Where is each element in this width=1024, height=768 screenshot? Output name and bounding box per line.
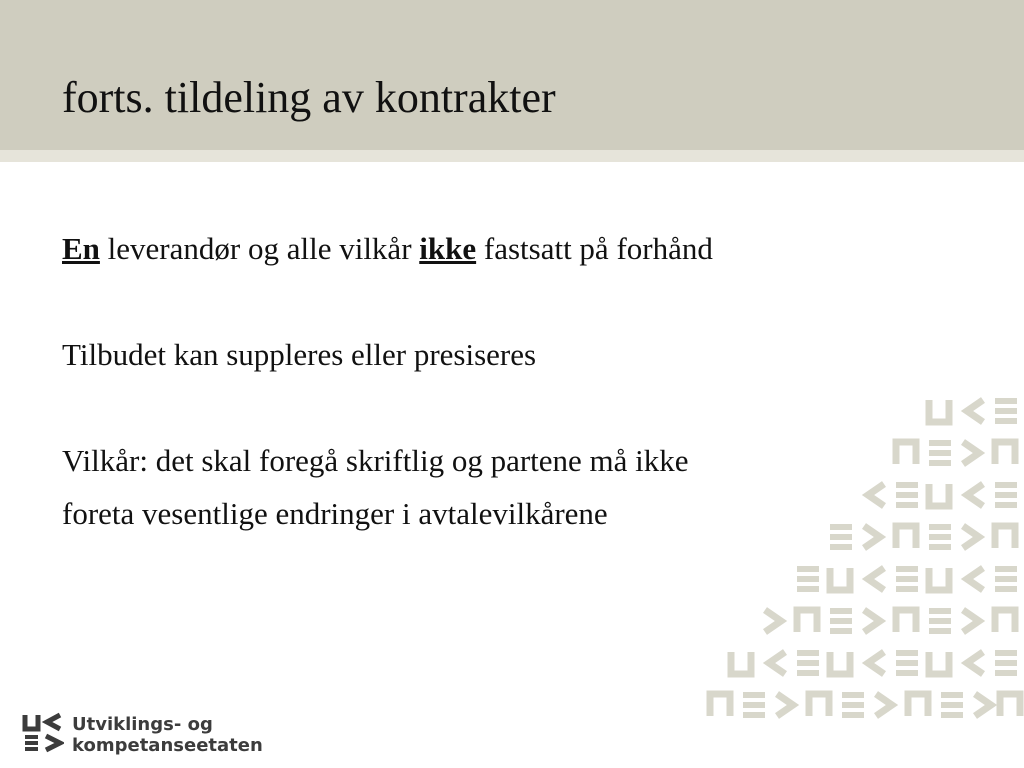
uke-pattern-icon bbox=[700, 390, 1024, 768]
bullet-line-3a: Vilkår: det skal foregå skriftlig og partene må ikke bbox=[62, 443, 689, 478]
org-name bbox=[72, 714, 263, 756]
bullet-line-1 bbox=[62, 222, 922, 275]
pattern-row-3 bbox=[868, 484, 1017, 506]
emphasis-ikke: ikke bbox=[419, 231, 477, 266]
pattern-row-1 bbox=[929, 400, 1017, 422]
bullet-line-2: Tilbudet kan suppleres eller presiseres bbox=[62, 337, 537, 372]
pattern-row-8 bbox=[710, 694, 1020, 716]
pattern-row-5 bbox=[797, 568, 1017, 590]
line1-text-b: fastsatt på forhånd bbox=[476, 231, 713, 266]
header-stripe bbox=[0, 150, 1024, 162]
slide-title: forts. tildeling av kontrakter bbox=[62, 73, 556, 122]
uke-logo-icon bbox=[22, 712, 64, 754]
spacer bbox=[62, 275, 922, 328]
pattern-row-4 bbox=[830, 526, 1015, 548]
org-name-line-1: Utviklings- og bbox=[72, 714, 213, 735]
bullet-line-3b: foreta vesentlige endringer i avtalevilkårene bbox=[62, 496, 608, 531]
pattern-row-7 bbox=[731, 652, 1017, 674]
pattern-row-2 bbox=[896, 442, 1015, 464]
emphasis-en: En bbox=[62, 231, 100, 266]
pattern-row-6 bbox=[765, 610, 1015, 632]
org-name-line-2: kompetanseetaten bbox=[72, 735, 263, 756]
line1-text-a: leverandør og alle vilkår bbox=[99, 231, 420, 266]
